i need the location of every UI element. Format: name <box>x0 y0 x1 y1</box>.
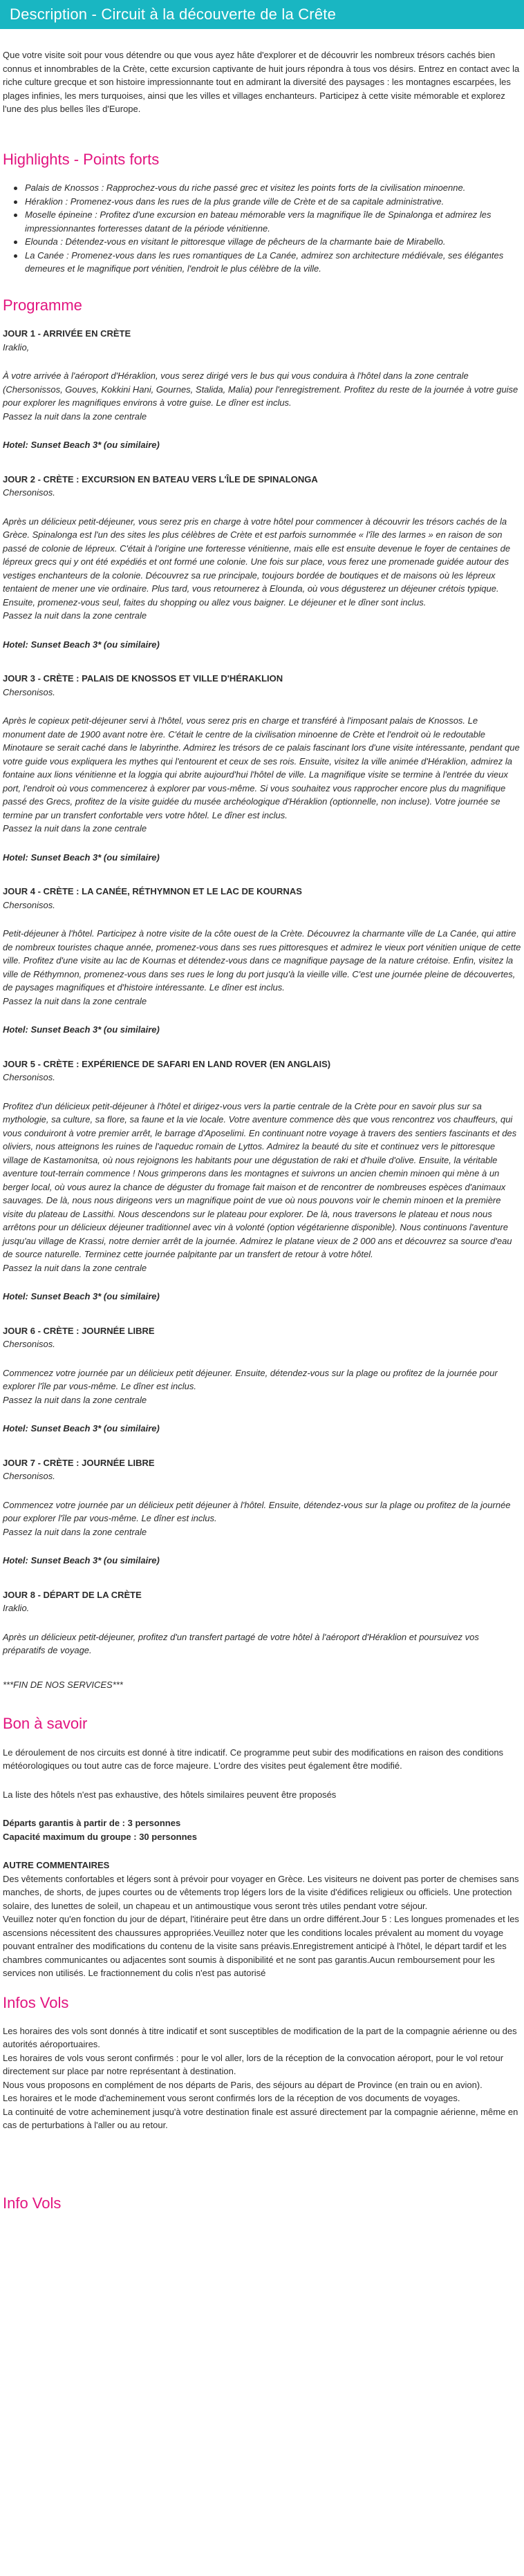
day-description: Profitez d'un délicieux petit-déjeuner à l'hôtel et dirigez-vous vers la partie centrale de la Crète pour en savoir plus sur sa mythologie, sa culture, sa flore, sa faune et la vie locale. Votre aventure commence dès que vous rencontrez vos chauffeurs, qui vous conduiront à votre premier arrêt, le barrage d'Aposelimi. En continuant notre voyage à travers des sentiers fascinants et des oliviers, nous atteignons les ruines de l'aqueduc romain de Lyttos. Admirez la beauté du site et continuez vers le pittoresque village de Kastamonitsa, où nous rejoignons les habitants pour une dégustation de raki et d'huile d'olive. Ensuite, la véritable aventure tout-terrain commence ! Nous grimperons dans les montagnes et suivrons un ancien chemin minoen qui mène à un berger local, où vous aurez la chance de déguster du fromage fait maison et de rencontrer de nombreuses espèces d'animaux sauvages. De là, nous nous dirigeons vers un magnifique point de vue où nous pouvons voir le chemin minoen et la première visite du plateau de Lassithi. Nous descendons sur le plateau pour explorer. De là, nous traversons le plateau et nous nous arrêtons pour un délicieux déjeuner traditionnel avec vin à volonté (option végétarienne disponible). Nous continuons l'aventure jusqu'au village de Krassi, notre dernier arrêt de la journée. Admirez le platane vieux de 2 000 ans et découvrez sa source d'eau de source naturelle. Terminez cette journée palpitante par un transfert de retour à votre hôtel. <box>3 1100 517 1260</box>
day-description: Petit-déjeuner à l'hôtel. Participez à notre visite de la côte ouest de la Crète. Découvrez la charmante ville de La Canée, qui attire de nombreux touristes chaque année, promenez-vous dans ses rues pittoresques et admirez le vieux port vénitien unique de cette ville. Profitez d'une visite au lac de Kournas et détendez-vous dans ce magnifique paysage de la nature crétoise. Enfin, visitez la ville de Réthymnon, promenez-vous dans ses rues le long du port jusqu'à la vieille ville. C'est une journée pleine de découvertes, de paysages magnifiques et d'histoire intéressante. Le dîner est inclus. <box>3 928 521 993</box>
day-title: JOUR 8 - DÉPART DE LA CRÈTE <box>3 1589 142 1600</box>
day-description: Après un délicieux petit-déjeuner, profitez d'un transfert partagé de votre hôtel à l'aéroport d'Héraklion et poursuivez vos préparatifs de voyage. <box>3 1631 479 1656</box>
flight-info-paragraph: Les horaires de vols vous seront confirmés : pour le vol aller, lors de la réception de la convocation aéroport, pour le vol retour directement sur place par notre représentant à destination. <box>3 2052 504 2077</box>
day-4 <box>0 885 524 1037</box>
highlight-item: Elounda : Détendez-vous en visitant le pittoresque village de pêcheurs de la charmante baie de Mirabello. <box>14 235 521 249</box>
highlights-title: Highlights - Points forts <box>3 150 160 168</box>
day-5 <box>0 1057 524 1304</box>
day-night: Passez la nuit dans la zone centrale <box>3 411 147 422</box>
day-night: Passez la nuit dans la zone centrale <box>3 1262 147 1273</box>
programme-title: Programme <box>3 296 82 314</box>
comments-paragraph: Des vêtements confortables et légers sont à prévoir pour voyager en Grèce. Les visiteurs ne doivent pas porter de chemises sans manches, de shorts, de jupes courtes ou de vêtements trop légers lors de la visite d'édifices religieux ou officiels. Une protection solaire, des lunettes de soleil, un chapeau et un antimoustique vous seront très utiles pendant votre séjour. <box>3 1873 519 1911</box>
infos-vols-title: Infos Vols <box>3 1993 69 2011</box>
day-city: Chersonisos. <box>3 1072 55 1083</box>
day-city: Chersonisos. <box>3 686 55 697</box>
day-hotel: Hotel: Sunset Beach 3* (ou similaire) <box>3 852 160 863</box>
flight-info-paragraph: Les horaires des vols sont donnés à titre indicatif et sont susceptibles de modification de la part de la compagnie aérienne ou des autorités aéroportuaires. <box>3 2025 517 2050</box>
infos-vols-content <box>0 2024 524 2132</box>
max-capacity: Capacité maximum du groupe : 30 personnes <box>3 1831 198 1842</box>
day-night: Passez la nuit dans la zone centrale <box>3 610 147 621</box>
day-3 <box>0 672 524 864</box>
day-title: JOUR 5 - CRÈTE : EXPÉRIENCE DE SAFARI EN LAND ROVER (EN ANGLAIS) <box>3 1058 331 1069</box>
day-hotel: Hotel: Sunset Beach 3* (ou similaire) <box>3 440 160 451</box>
comments-paragraph: Veuillez noter qu'en fonction du jour de départ, l'itinéraire peut être dans un ordre différent.Jour 5 : Les longues promenades et les ascensions nécessitent des chaussures appropriées.Veuillez noter que les conditions locales prévalent au moment du voyage pouvant entraîner des modifications du contenu de la visite sans préavis.Enregistrement anticipé à l'hôtel, le départ tardif et les chambres communicantes ou adjacentes sont soumis à disponibilité et ne sont pas garantis.Aucun remboursement pour les services non utilisés. Le fractionnement du colis n'est pas autorisé <box>3 1914 519 1979</box>
day-night: Passez la nuit dans la zone centrale <box>3 1394 147 1405</box>
bon-a-savoir-content <box>0 1746 524 1980</box>
day-8 <box>0 1588 524 1657</box>
day-city: Chersonisos. <box>3 487 55 498</box>
day-night: Passez la nuit dans la zone centrale <box>3 1526 147 1537</box>
day-city: Iraklio, <box>3 341 30 352</box>
highlight-item: Moselle épineine : Profitez d'une excursion en bateau mémorable vers la magnifique île de Spinalonga et admirez les impressionnantes forteresses datant de la période vénitienne. <box>14 208 521 235</box>
day-description: À votre arrivée à l'aéroport d'Héraklion, vous serez dirigé vers le bus qui vous conduira à l'hôtel dans la zone centrale (Chersonissos, Gouves, Kokkini Hani, Gournes, Stalida, Malia) pour l'enregistrement. Profitez du reste de la journée à votre guise pour explorer les magnifiques environs à votre guise. Le dîner est inclus. <box>3 370 518 408</box>
highlights-list <box>0 181 524 276</box>
flight-info-paragraph: La continuité de votre acheminement jusqu'à votre destination finale est assuré directement par la compagnie aérienne, même en cas de perturbations à l'aller ou au retour. <box>3 2106 518 2131</box>
bon-a-savoir-title: Bon à savoir <box>3 1715 88 1733</box>
day-title: JOUR 3 - CRÈTE : PALAIS DE KNOSSOS ET VILLE D'HÉRAKLION <box>3 673 283 684</box>
spacer <box>0 2146 524 2181</box>
info-vols-title: Info Vols <box>3 2194 62 2212</box>
end-of-services: ***FIN DE NOS SERVICES*** <box>3 1679 123 1690</box>
day-2 <box>0 473 524 652</box>
highlight-item: La Canée : Promenez-vous dans les rues romantiques de La Canée, admirez son architecture médiévale, ses élégantes demeures et le magnifique port vénitien, l'endroit le plus célèbre de la ville. <box>14 249 521 276</box>
day-title: JOUR 2 - CRÈTE : EXCURSION EN BATEAU VERS L'ÎLE DE SPINALONGA <box>3 473 318 485</box>
description-banner: Description - Circuit à la découverte de la Crête <box>0 0 524 29</box>
day-night: Passez la nuit dans la zone centrale <box>3 995 147 1006</box>
info-paragraph: La liste des hôtels n'est pas exhaustive, des hôtels similaires peuvent être proposés <box>3 1789 337 1800</box>
day-city: Iraklio. <box>3 1603 30 1614</box>
day-1 <box>0 327 524 452</box>
day-title: JOUR 7 - CRÈTE : JOURNÉE LIBRE <box>3 1457 155 1468</box>
intro-paragraph: Que votre visite soit pour vous détendre ou que vous ayez hâte d'explorer et de découvrir les nombreux trésors cachés bien connus et innombrables de la Crète, cette excursion captivante de huit jours répondra à tous vos désirs. Entrez en contact avec la riche culture grecque et son histoire impressionnante tout en admirant la diversité des paysages : les montagnes escarpées, les plages infinies, les mers turquoises, ainsi que les villes et villages enchanteurs. Participez à cette visite mémorable et explorez l'une des plus belles îles d'Europe. <box>3 50 520 115</box>
highlight-item: Héraklion : Promenez-vous dans les rues de la plus grande ville de Crète et de sa capitale administrative. <box>14 195 521 209</box>
min-departure: Départs garantis à partir de : 3 personnes <box>3 1818 181 1829</box>
day-hotel: Hotel: Sunset Beach 3* (ou similaire) <box>3 1291 160 1302</box>
info-paragraph: Le déroulement de nos circuits est donné à titre indicatif. Ce programme peut subir des modifications en raison des conditions météorologiques ou tout autre cas de force majeure. L'ordre des visites peut également être modifié. <box>3 1747 504 1771</box>
day-hotel: Hotel: Sunset Beach 3* (ou similaire) <box>3 1024 160 1035</box>
day-hotel: Hotel: Sunset Beach 3* (ou similaire) <box>3 1555 160 1566</box>
day-city: Chersonisos. <box>3 1339 55 1350</box>
day-night: Passez la nuit dans la zone centrale <box>3 823 147 834</box>
day-title: JOUR 1 - ARRIVÉE EN CRÈTE <box>3 328 131 339</box>
highlight-item: Palais de Knossos : Rapprochez-vous du riche passé grec et visitez les points forts de la civilisation minoenne. <box>14 181 521 195</box>
comments-title: AUTRE COMMENTAIRES <box>3 1860 110 1871</box>
day-description: Après un délicieux petit-déjeuner, vous serez pris en charge à votre hôtel pour commencer à découvrir les trésors cachés de la Grèce. Spinalonga est l'un des sites les plus célèbres de Crète et est parfois surnommée « l'île des larmes » en raison de son passé de colonie de lépreux. C'était à l'origine une forteresse vénitienne, mais elle est ensuite devenue le foyer de centaines de lépreux grecs qui y ont été expédiés et ont formé une colonie. Une fois sur place, vous ferez une promenade guidée autour des vestiges enchanteurs de la colonie. Découvrez sa rue principale, toujours bordée de boutiques et de maisons où les lépreux tentaient de mener une vie ordinaire. Plus tard, vous retournerez à Elounda, où vous dégusterez un déjeuner crétois typique. Ensuite, promenez-vous seul, faites du shopping ou allez vous baigner. Le déjeuner et le dîner sont inclus. <box>3 516 511 608</box>
flight-info-paragraph: Les horaires et le mode d'acheminement vous seront confirmés lors de la réception de vos documents de voyages. <box>3 2093 460 2104</box>
day-hotel: Hotel: Sunset Beach 3* (ou similaire) <box>3 1423 160 1434</box>
day-7 <box>0 1456 524 1568</box>
day-city: Chersonisos. <box>3 1471 55 1482</box>
day-6 <box>0 1324 524 1436</box>
day-description: Après le copieux petit-déjeuner servi à l'hôtel, vous serez pris en charge et transféré à l'imposant palais de Knossos. Le monument date de 1900 avant notre ère. C'était le centre de la civilisation minoenne de Crète et l'endroit où le redoutable Minotaure se serait caché dans le labyrinthe. Admirez les trésors de ce palais fascinant lors d'une visite intéressante, pendant que votre guide vous expliquera les mythes qui l'entourent et ceux de ses rois. Ensuite, visitez la ville animée d'Héraklion, admirez la fontaine aux lions vénitienne et la loggia qui abrite aujourd'hui l'hôtel de ville. La magnifique visite se termine à l'entrée du vieux port, l'endroit où vous commencerez à explorer par vous-même. Si vous souhaitez vous rapprocher encore plus du magnifique passé des Grecs, profitez de la visite guidée du musée archéologique d'Héraklion (optionnelle, non incluse). Votre journée se termine par un transfert confortable vers votre hôtel. Le dîner est inclus. <box>3 715 520 820</box>
day-description: Commencez votre journée par un délicieux petit déjeuner. Ensuite, détendez-vous sur la plage ou profitez de la journée pour explorer l'île par vous-même. Le dîner est inclus. <box>3 1367 498 1392</box>
day-city: Chersonisos. <box>3 899 55 910</box>
day-title: JOUR 4 - CRÈTE : LA CANÉE, RÉTHYMNON ET LE LAC DE KOURNAS <box>3 886 302 897</box>
day-hotel: Hotel: Sunset Beach 3* (ou similaire) <box>3 639 160 650</box>
flight-info-paragraph: Nous vous proposons en complément de nos départs de Paris, des séjours au départ de Province (en train ou en avion). <box>3 2079 483 2090</box>
day-description: Commencez votre journée par un délicieux petit déjeuner à l'hôtel. Ensuite, détendez-vous sur la plage ou profitez de la journée pour explorer l'île par vous-même. Le dîner est inclus. <box>3 1499 511 1524</box>
day-title: JOUR 6 - CRÈTE : JOURNÉE LIBRE <box>3 1325 155 1336</box>
